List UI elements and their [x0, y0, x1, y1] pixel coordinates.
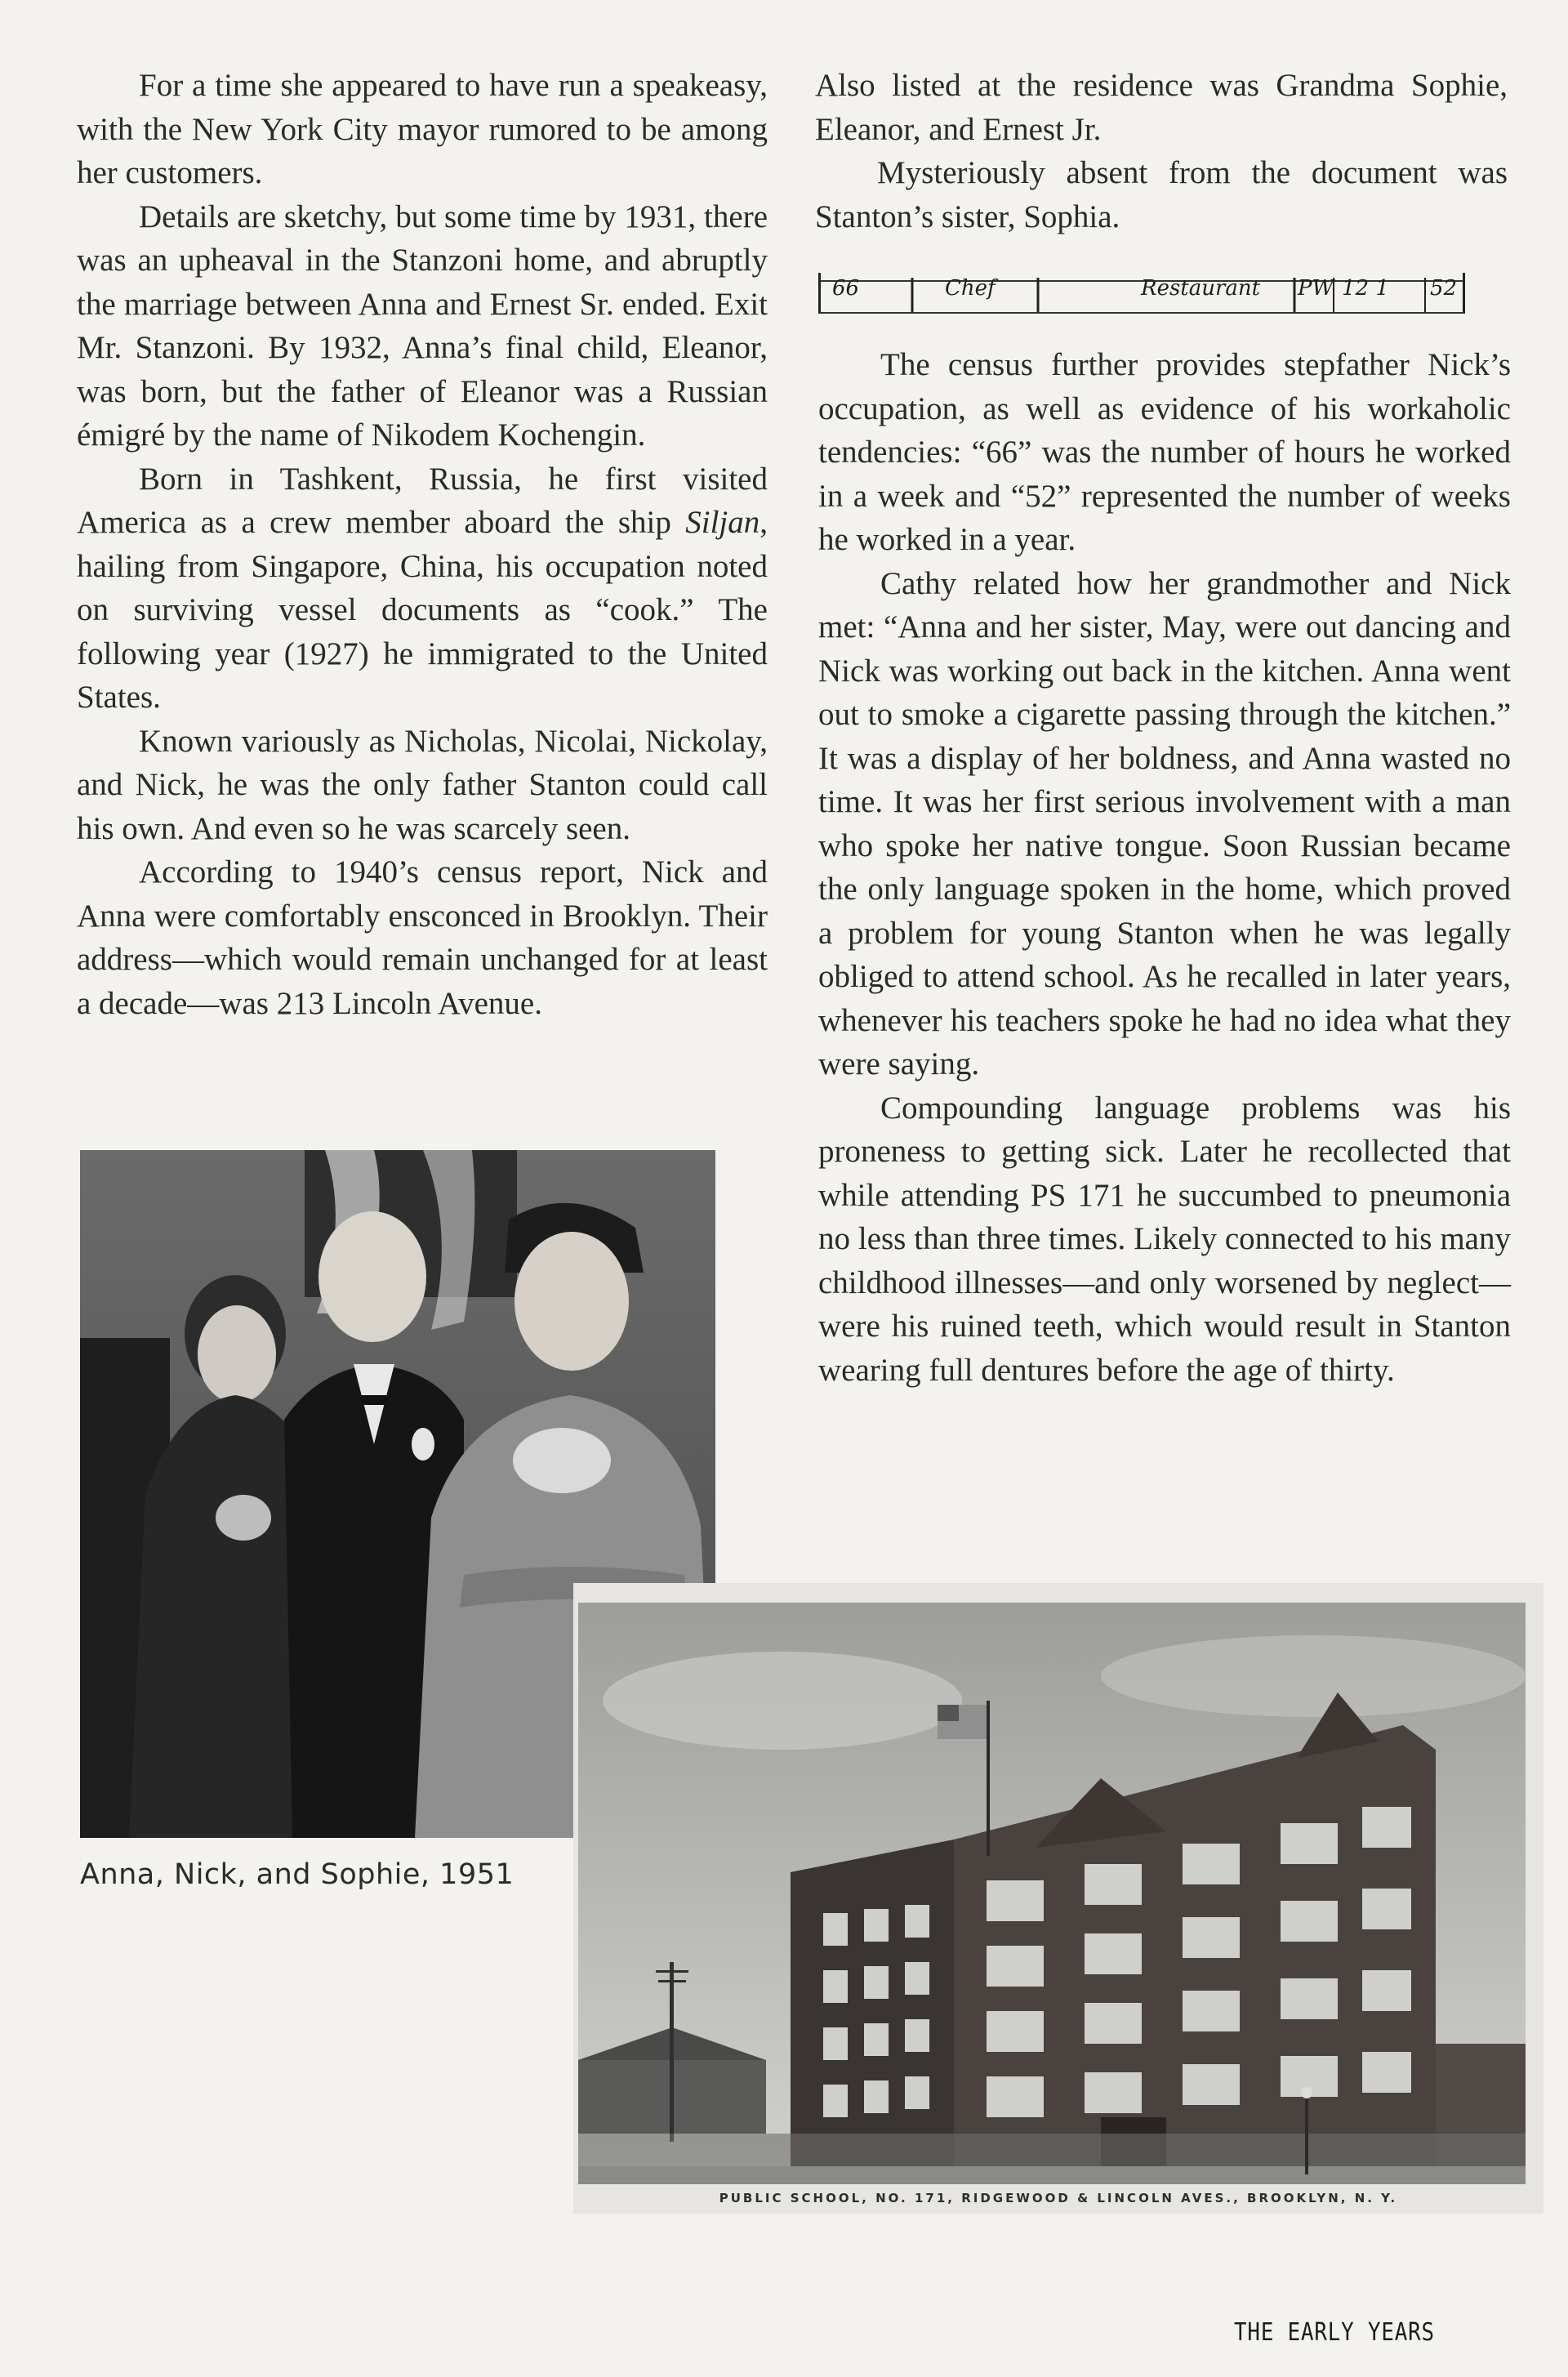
paragraph-census-1940: According to 1940’s census report, Nick and Anna were comfortably ensconced in Brooklyn. Their address—which would remain unchanged for at least a decade—was 213 Lincoln Avenue.: [77, 854, 768, 1021]
paragraph-absent: Mysteriously absent from the document was Stanton’s sister, Sophia.: [815, 155, 1508, 234]
family-photo-caption: Anna, Nick, and Sophie, 1951: [80, 1858, 514, 1891]
running-footer: THE EARLY YEARS: [1234, 2318, 1435, 2347]
census-code: PW: [1298, 276, 1334, 301]
census-record-strip: [818, 273, 1465, 314]
paragraph-known-as: Known variously as Nicholas, Nicolai, Nickolay, and Nick, he was the only father Stanton could call his own. And even so he was scarcely seen.: [77, 723, 768, 846]
census-weeks: 52: [1430, 276, 1458, 301]
paragraph-illness: Compounding language problems was his proneness to getting sick. Later he recollected that while attending PS 171 he succumbed to pneumonia no less than three times. Likely connected to his many childhood illnesses—and only worsened by neglect—were his ruined teeth, which would result in Stanton wearing full dentures before the age of thirty.: [818, 1090, 1511, 1388]
school-postcard-image: [578, 1603, 1526, 2184]
paragraph-speakeasy: For a time she appeared to have run a speakeasy, with the New York City mayor rumored to be among her customers.: [77, 68, 768, 190]
right-text-column-top: [815, 64, 1508, 239]
paragraph-upheaval: Details are sketchy, but some time by 1931, there was an upheaval in the Stanzoni home, and abruptly the marriage between Anna and Ernest Sr. ended. Exit Mr. Stanzoni. By 1932, Anna’s final child, Eleanor, was born, but the father of Eleanor was a Russian émigré by the name of Nikodem Kochengin.: [77, 198, 768, 453]
right-text-column-bottom: [818, 343, 1511, 1392]
text-segment: Born in Tashkent, Russia, he first visited America as a crew member aboard the ship: [77, 461, 768, 540]
text-segment: , hailing from Singapore, China, his occupation noted on surviving vessel documents as “cook.” The following year (1927) he immigrated to the United States.: [77, 505, 768, 715]
paragraph-tashkent: [77, 457, 768, 720]
paragraph-census-occupation: The census further provides stepfather Nick’s occupation, as well as evidence of his workaholic tendencies: “66” was the number of hours he worked in a week and “52” represented the number of weeks he worked in a year.: [818, 347, 1511, 557]
census-hours: 66: [832, 276, 860, 301]
school-postcard: [573, 1583, 1544, 2214]
left-text-column: [77, 64, 768, 1025]
ship-name: Siljan: [685, 505, 760, 540]
paragraph-how-they-met: Cathy related how her grandmother and Nick met: “Anna and her sister, May, were out dancing and Nick was working out back in the kitchen. Anna went out to smoke a cigarette passing through the kitchen.” It was a display of her boldness, and Anna wasted no time. It was her first serious involvement with a man who spoke her native tongue. Soon Russian became the only language spoken in the home, which proved a problem for young Stanton when he was legally obliged to attend school. As he recalled in later years, whenever his teachers spoke he had no idea what they were saying.: [818, 565, 1511, 1081]
census-industry: Restaurant: [1141, 276, 1261, 301]
paragraph-residence: Also listed at the residence was Grandma Sophie, Eleanor, and Ernest Jr.: [815, 68, 1508, 147]
census-digits: 12 1: [1342, 276, 1389, 301]
school-building-illustration: [578, 1603, 1526, 2184]
postcard-caption: PUBLIC SCHOOL, NO. 171, RIDGEWOOD & LINCOLN AVES., BROOKLYN, N. Y.: [719, 2191, 1398, 2205]
census-occupation: Chef: [945, 276, 996, 301]
